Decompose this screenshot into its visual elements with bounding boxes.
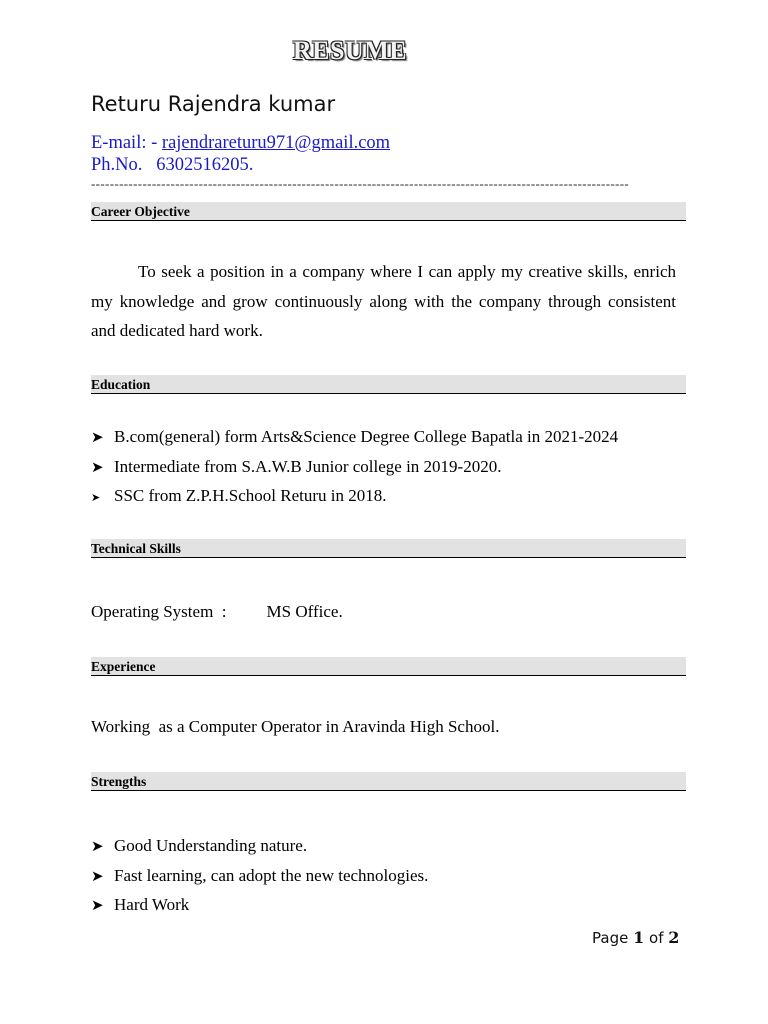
skill-label: Operating System : xyxy=(91,602,227,621)
list-item xyxy=(91,452,618,482)
strengths-list xyxy=(91,831,428,920)
current-page: 1 xyxy=(633,928,645,947)
arrow-bullet-icon: ➤ xyxy=(91,428,104,446)
strengths-heading: Strengths xyxy=(91,772,686,791)
phone-line xyxy=(91,155,253,176)
education-list xyxy=(91,422,618,511)
dashed-divider: ------------------------------------------------------------------------------------------------------------------- xyxy=(91,176,630,191)
of-word: of xyxy=(649,929,664,947)
technical-skills-heading: Technical Skills xyxy=(91,539,686,558)
strength-item: Good Understanding nature. xyxy=(114,836,308,855)
arrow-bullet-icon: ➤ xyxy=(91,896,104,914)
career-objective-heading: Career Objective xyxy=(91,202,686,221)
list-item xyxy=(91,831,428,861)
candidate-name: Returu Rajendra kumar xyxy=(91,92,336,116)
career-objective-text xyxy=(91,257,676,346)
list-item xyxy=(91,861,428,891)
email-link[interactable]: rajendrareturu971@gmail.com xyxy=(161,133,391,153)
list-item xyxy=(91,890,428,920)
resume-title: RESUME xyxy=(292,36,408,65)
skill-value: MS Office. xyxy=(266,602,343,621)
education-item: Intermediate from S.A.W.B Junior college in 2019-2020. xyxy=(114,456,502,476)
education-item: B.com(general) form Arts&Science Degree College Bapatla in 2021-2024 xyxy=(114,427,619,446)
phone-number: 6302516205. xyxy=(156,155,254,175)
education-heading: Education xyxy=(91,375,686,394)
email-line xyxy=(91,133,390,154)
total-pages: 2 xyxy=(668,928,680,947)
arrow-bullet-icon: ➤ xyxy=(91,457,104,476)
strength-item: Fast learning, can adopt the new technologies. xyxy=(114,865,429,885)
strength-item: Hard Work xyxy=(114,895,190,914)
arrow-bullet-icon: ➤ xyxy=(91,866,104,885)
phone-label: Ph.No. xyxy=(91,155,143,175)
career-objective-body: To seek a position in a company where I can apply my creative skills, enrich my knowledge and grow continuously along with the company through consistent and dedicated hard work. xyxy=(91,262,676,340)
email-label: E-mail: - xyxy=(91,133,162,153)
experience-text: Working as a Computer Operator in Aravinda High School. xyxy=(91,717,500,736)
page-word: Page xyxy=(592,929,629,947)
arrow-bullet-icon: ➤ xyxy=(91,837,104,855)
education-item: SSC from Z.P.H.School Returu in 2018. xyxy=(114,486,387,505)
page-number xyxy=(592,928,679,947)
skill-line xyxy=(91,602,343,622)
list-item xyxy=(91,481,618,511)
arrow-bullet-icon: ➤ xyxy=(91,491,101,504)
list-item xyxy=(91,422,618,452)
experience-heading: Experience xyxy=(91,657,686,676)
